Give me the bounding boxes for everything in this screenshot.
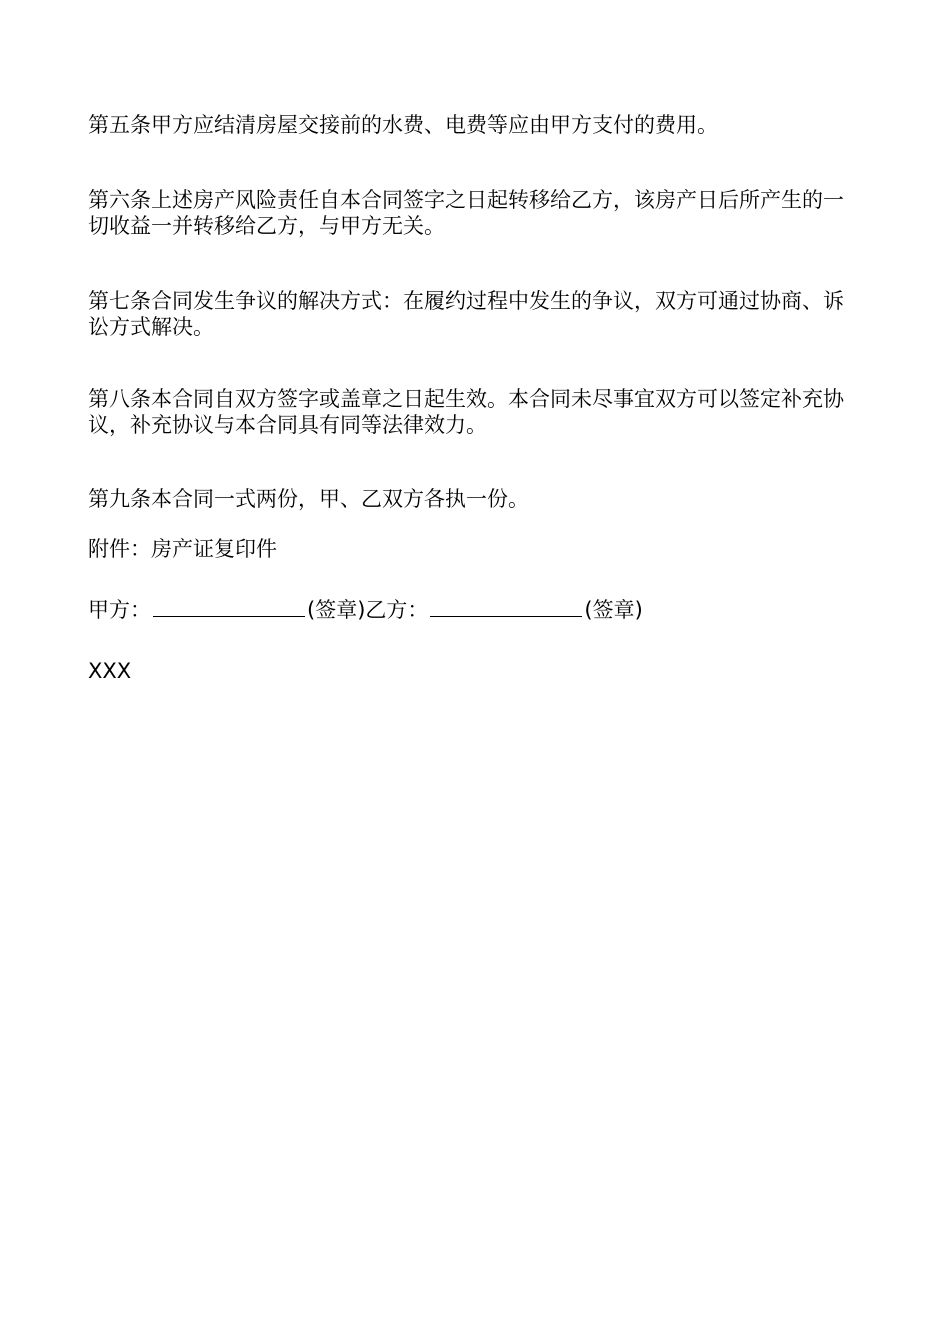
article-7: 第七条合同发生争议的解决方式：在履约过程中发生的争议，双方可通过协商、诉讼方式解决。 (88, 289, 844, 339)
article-9: 第九条本合同一式两份，甲、乙双方各执一份。 (88, 487, 529, 511)
party-b-label: 乙方： (365, 598, 429, 622)
signature-row (88, 596, 643, 623)
article-5: 第五条甲方应结清房屋交接前的水费、电费等应由甲方支付的费用。 (88, 113, 718, 137)
footer-mark: XXX (88, 659, 132, 683)
party-a-label: 甲方： (88, 598, 151, 622)
article-8: 第八条本合同自双方签字或盖章之日起生效。本合同未尽事宜双方可以签定补充协议，补充协议与本合同具有同等法律效力。 (88, 387, 844, 437)
party-b-seal-suffix: (签章) (584, 598, 643, 622)
party-b-signature-blank (430, 596, 582, 617)
party-a-signature-blank (153, 596, 305, 617)
party-a-seal-suffix: (签章) (307, 598, 366, 622)
article-6: 第六条上述房产风险责任自本合同签字之日起转移给乙方，该房产日后所产生的一切收益一并转移给乙方，与甲方无关。 (88, 188, 844, 238)
attachment-note: 附件：房产证复印件 (88, 537, 277, 561)
